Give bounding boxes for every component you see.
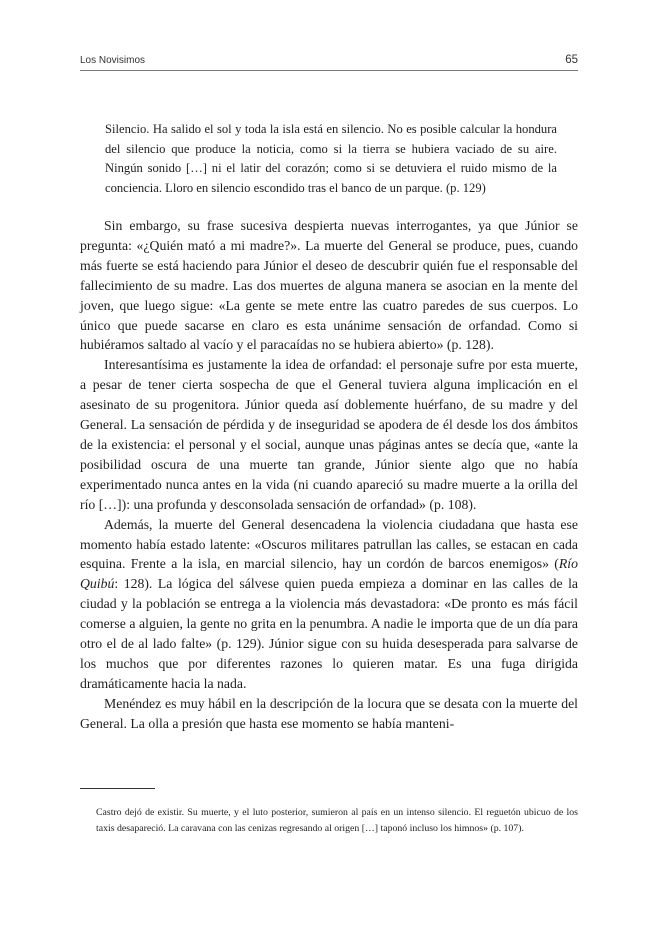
footnote-text: Castro dejó de existir. Su muerte, y el luto posterior, sumieron al país en un intenso silencio. El reguetón ubicuo de los taxis desapareció. La caravana con las cenizas regresando al origen […] taponó incluso los himnos» (p. 107). — [96, 807, 578, 834]
paragraph-3-after: : 128). La lógica del sálvese quien pueda empieza a dominar en las calles de la ciudad y la población se entrega a la violencia más devastadora: «De pronto es más fácil comerse a alguien, la gente no grita en la penumbra. A nadie le importa que de un día para otro el de al lado falte» (p. 129). Júnior sigue con su huida desesperada para salvarse de los muchos que por diferentes razones lo quieren matar. Es una fuga dirigida dramáticamente hacia la nada. — [80, 576, 578, 691]
paragraph-3-before: Además, la muerte del General desencadena la violencia ciudadana que hasta ese momento había estado latente: «Oscuros militares patrullan las calles, se estacan en cada esquina. Frente a la isla, en marcial silencio, hay un cordón de barcos enemigos» ( — [80, 516, 578, 572]
running-header — [80, 54, 578, 66]
footnote — [96, 805, 578, 836]
work-title-italic: Río Quibú — [80, 556, 578, 592]
running-title: Los Novisimos — [80, 55, 146, 66]
page-number: 65 — [565, 54, 578, 66]
paragraph-2: Interesantísima es justamente la idea de orfandad: el personaje sufre por esta muerte, a pesar de tener cierta sospecha de que el General tuviera alguna implicación en el asesinato de su progenitora. Júnior queda así doblemente huérfano, de su madre y del General. La sensación de pérdida y de inseguridad se apodera de él desde los dos ámbitos de la existencia: el personal y el social, aunque unas páginas antes se decía que, «ante la posibilidad oscura de una muerte tan grande, Júnior siente algo que no había experimentado nunca antes en la vida (ni cuando apareció su madre muerte a la orilla del río […]): una profunda y desconsolada sensación de orfandad» (p. 108). — [80, 357, 578, 512]
block-quote — [105, 120, 557, 198]
paragraph-1: Sin embargo, su frase sucesiva despierta nuevas interrogantes, ya que Júnior se pregunta: «¿Quién mató a mi madre?». La muerte del General se produce, pues, cuando más fuerte se está haciendo para Júnior el deseo de descubrir quién fue el responsable del fallecimiento de su madre. Las dos muertes de alguna manera se asocian en la mente del joven, que luego sigue: «La gente se mete entre las cuatro paredes de sus cuerpos. Lo único que puede sacarse en claro es esta unánime sensación de orfandad. Como si hubiéramos saltado al vacío y el paracaídas no se hubiera abierto» (p. 128). — [80, 218, 578, 353]
block-quote-text: Silencio. Ha salido el sol y toda la isla está en silencio. No es posible calcular la hondura del silencio que produce la noticia, como si la tierra se hubiera vaciado de su aire. Ningún sonido […] ni el latir del corazón; como si se detuviera el ruido mismo de la conciencia. Lloro en silencio escondido tras el banco de un parque. (p. 129) — [105, 122, 557, 195]
paragraph-4: Menéndez es muy hábil en la descripción de la locura que se desata con la muerte del General. La olla a presión que hasta ese momento se había manteni- — [80, 695, 578, 731]
header-rule — [80, 70, 578, 71]
footnote-rule — [80, 788, 155, 789]
body-text — [80, 216, 578, 734]
paragraph-3 — [80, 515, 578, 694]
